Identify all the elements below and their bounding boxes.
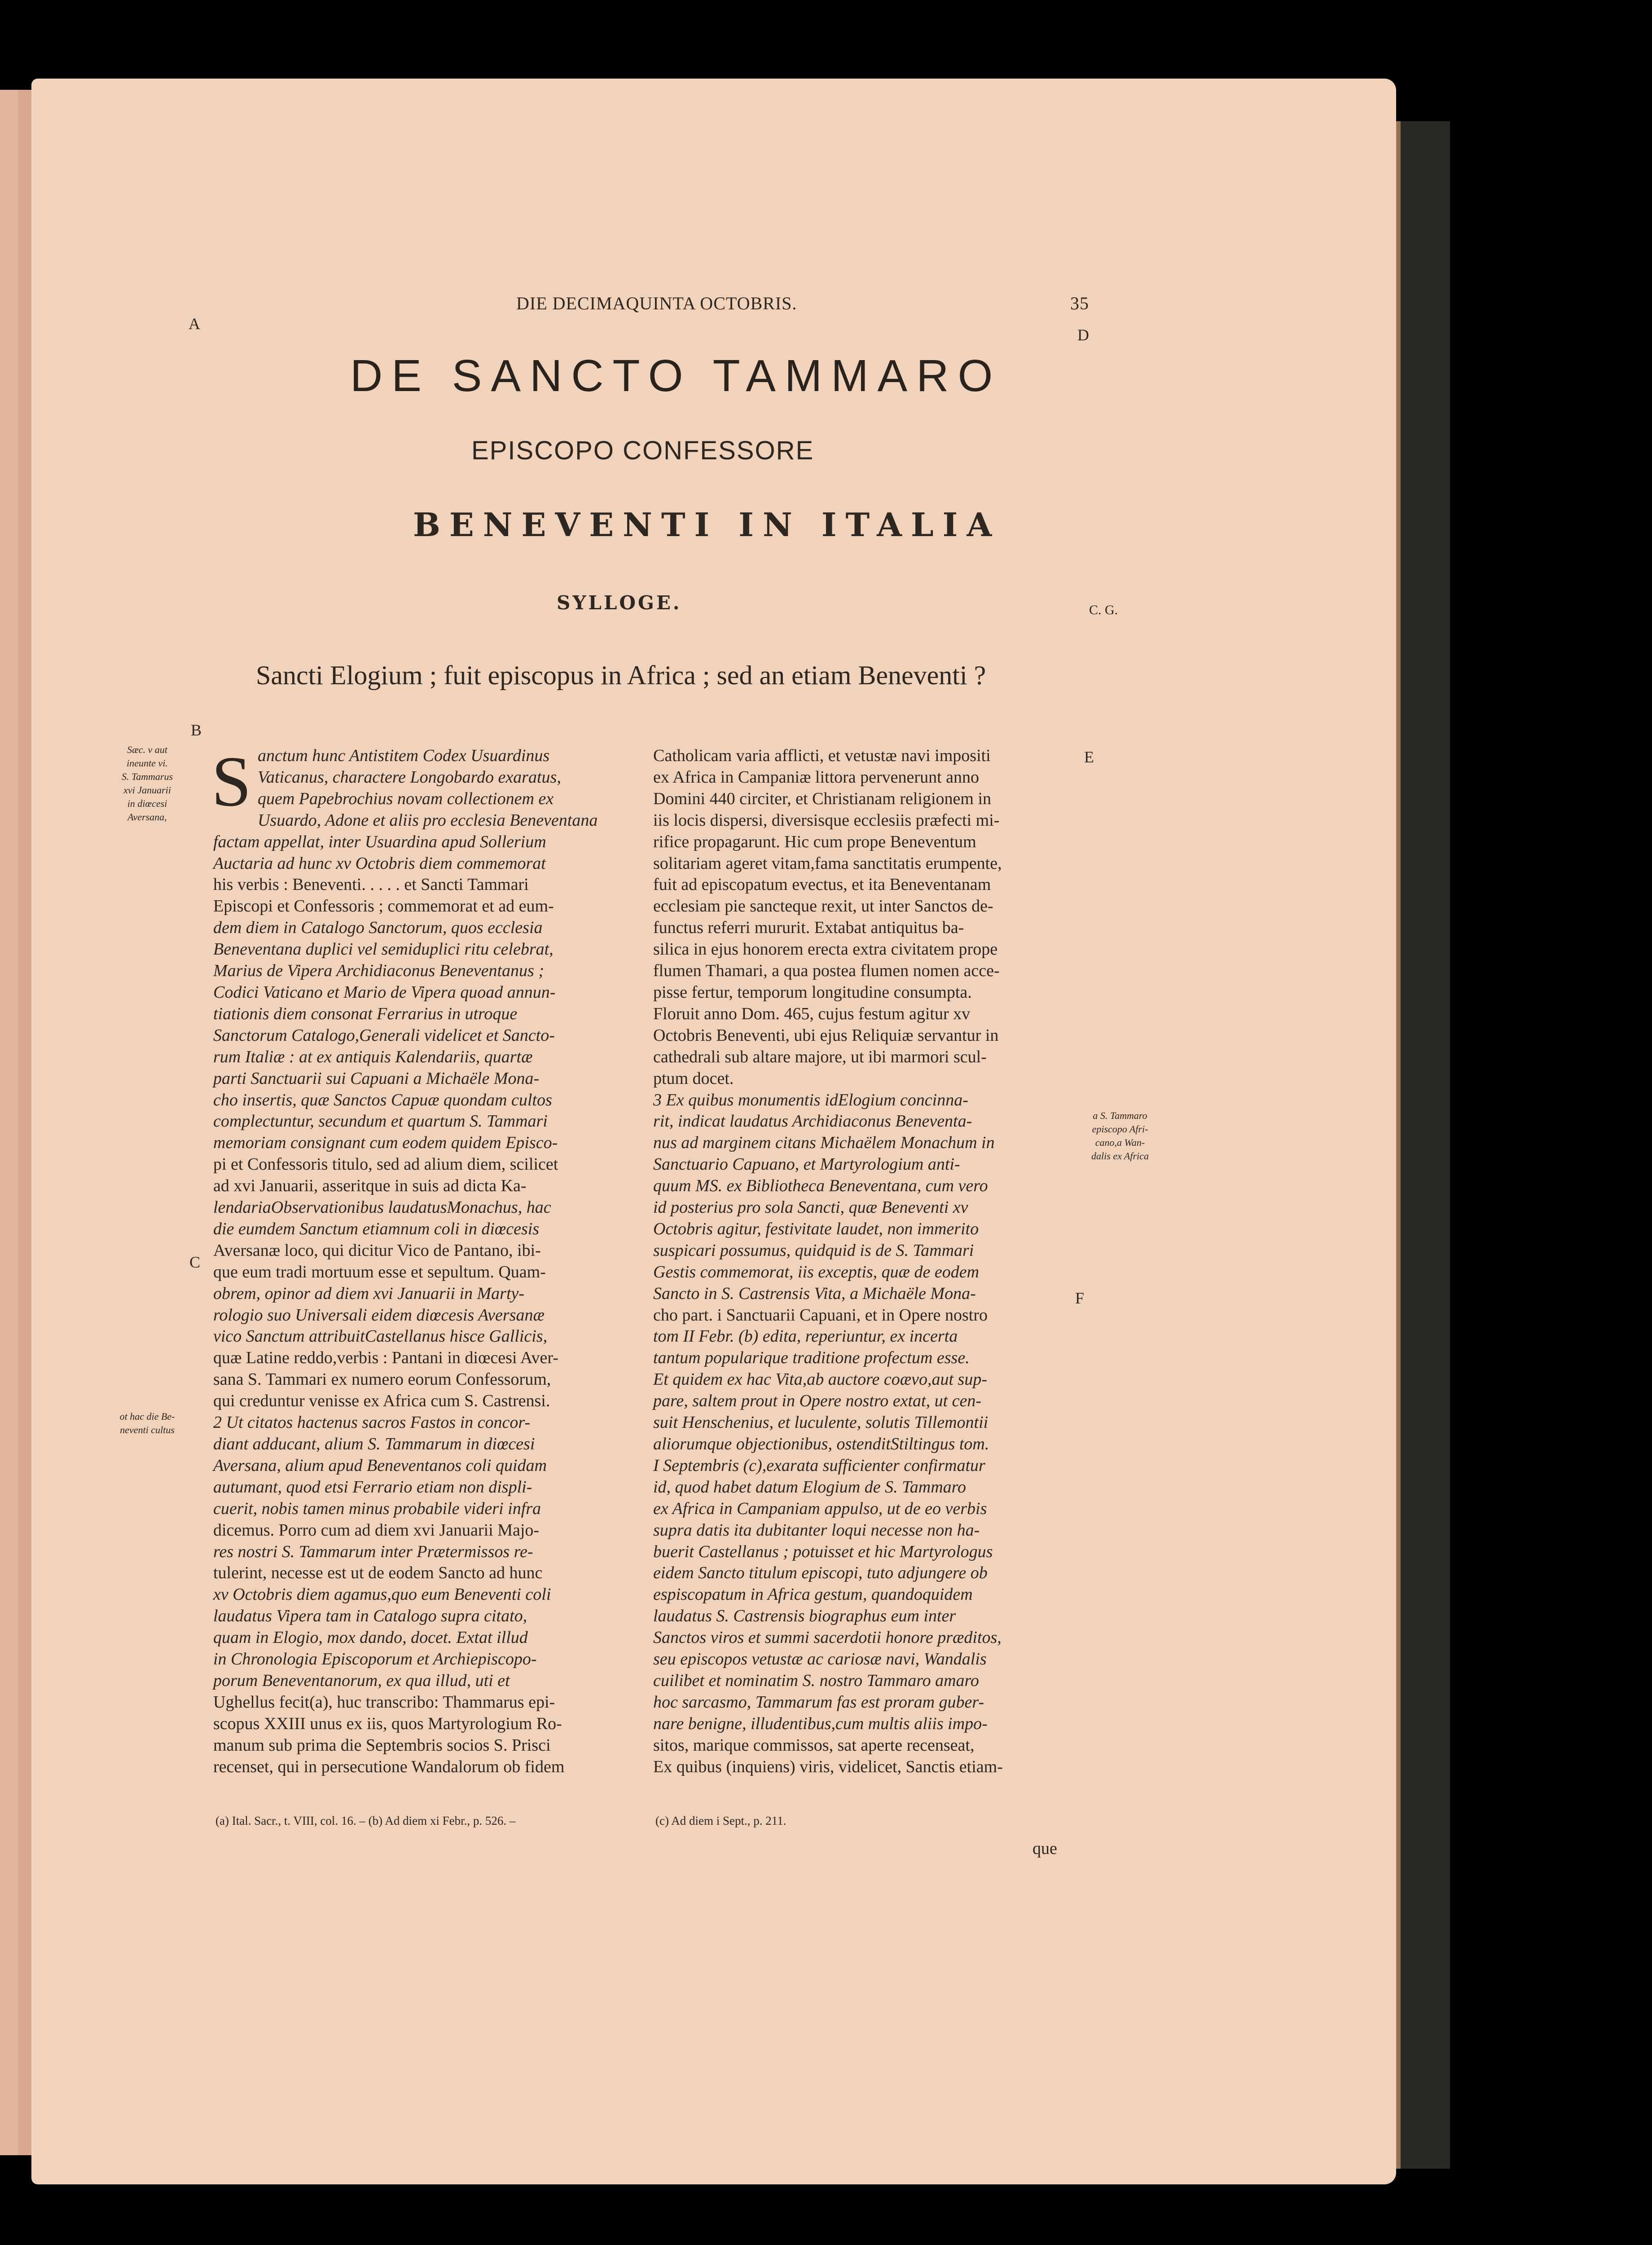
text-line: Ughellus fecit(a), huc transcribo: Thammarus epi- xyxy=(213,1692,555,1712)
running-title: DIE DECIMAQUINTA OCTOBRIS. xyxy=(516,293,797,313)
text-line: Aversana, alium apud Beneventanos coli quidam xyxy=(213,1456,547,1475)
text-line: iis locis dispersi, diversisque ecclesiis præfecti mi- xyxy=(653,810,1000,830)
text-line: Et quidem ex hac Vita,ab auctore coævo,aut sup- xyxy=(653,1370,987,1389)
text-line: cathedrali sub altare majore, ut ibi marmori scul- xyxy=(653,1047,987,1066)
text-line: scopus XXIII unus ex iis, quos Martyrologium Ro- xyxy=(213,1714,562,1733)
text-line: rit, indicat laudatus Archidiaconus Beneventa- xyxy=(653,1112,972,1131)
text-line: quam in Elogio, mox dando, docet. Extat illud xyxy=(213,1628,528,1647)
text-line: Octobris Beneventi, ubi ejus Reliquiæ servantur in xyxy=(653,1026,999,1045)
text-line: Beneventana duplici vel semiduplici ritu celebrat, xyxy=(213,940,554,959)
text-line: dicemus. Porro cum ad diem xvi Januarii Majo- xyxy=(213,1520,540,1540)
text-line: Sanctos viros et summi sacerdotii honore præditos, xyxy=(653,1628,1002,1647)
text-line: laudatus Vipera tam in Catalogo supra citato, xyxy=(213,1607,527,1626)
text-line: pisse fertur, temporum longitudine consumpta. xyxy=(653,982,972,1002)
text-line: id, quod habet datum Elogium de S. Tammaro xyxy=(653,1477,967,1497)
text-line: res nostri S. Tammarum inter Prætermissos re- xyxy=(213,1542,533,1561)
marker-a: A xyxy=(189,315,200,333)
text-line: nare benigne, illudentibus,cum multis aliis impo- xyxy=(653,1714,988,1733)
left-page-edge xyxy=(18,90,31,2155)
text-line: in Chronologia Episcoporum et Archiepiscopo- xyxy=(213,1650,537,1669)
text-line: tiationis diem consonat Ferrarius in utroque xyxy=(213,1004,518,1023)
marker-c: C xyxy=(189,1253,201,1271)
catchword: que xyxy=(1032,1839,1057,1858)
text-line: id posterius pro sola Sancti, quæ Beneventi xv xyxy=(653,1198,968,1217)
text-line: laudatus S. Castrensis biographus eum inter xyxy=(653,1607,956,1626)
text-line: Aversanæ loco, qui dicitur Vico de Pantano, ibi- xyxy=(213,1241,541,1260)
text-column-left xyxy=(211,741,637,1778)
text-line: Sancto in S. Castrensis Vita, a Michaële Mona- xyxy=(653,1284,976,1303)
text-line: sana S. Tammari ex numero eorum Confessorum, xyxy=(213,1370,551,1389)
text-line: buerit Castellanus ; potuisset et hic Martyrologus xyxy=(653,1542,993,1561)
text-line: silica in ejus honorem erecta extra civitatem prope xyxy=(653,940,998,959)
text-column-right xyxy=(653,745,1073,1778)
text-line: porum Beneventanorum, ex qua illud, uti et xyxy=(213,1671,510,1690)
text-line: diant adducant, alium S. Tammarum in diœcesi xyxy=(213,1435,535,1453)
text-line: Auctaria ad hunc xv Octobris diem commemorat xyxy=(213,854,546,873)
text-line: die eumdem Sanctum etiamnum coli in diœcesis xyxy=(213,1219,540,1238)
text-line: lendariaObservationibus laudatusMonachus, hac xyxy=(213,1198,551,1217)
text-line: Catholicam varia afflicti, et vetustæ navi impositi xyxy=(653,746,991,765)
text-line: anctum hunc Antistitem Codex Usuardinus xyxy=(257,746,550,765)
text-line: cho part. i Sanctuarii Capuani, et in Opere nostro xyxy=(653,1305,988,1325)
text-line: Codici Vaticano et Mario de Vipera quoad annun- xyxy=(213,982,556,1002)
page-number: 35 xyxy=(1070,293,1089,313)
text-line: qui creduntur venisse ex Africa cum S. Castrensi. xyxy=(213,1391,550,1411)
text-line: Usuardo, Adone et aliis pro ecclesia Beneventana xyxy=(257,810,598,830)
text-line: factam appellat, inter Usuardina apud Sollerium xyxy=(213,832,546,851)
text-line: suit Henschenius, et luculente, solutis Tillemontii xyxy=(653,1413,989,1432)
marker-e: E xyxy=(1084,748,1094,766)
subtitle-beneventi: BENEVENTI IN ITALIA xyxy=(413,506,1001,544)
marker-cg: C. G. xyxy=(1089,603,1118,617)
text-line: nus ad marginem citans Michaëlem Monachum in xyxy=(653,1133,995,1153)
text-line: Ex quibus (inquiens) viris, videlicet, Sanctis etiam- xyxy=(653,1757,1003,1776)
footnote-right: (c) Ad diem i Sept., p. 211. xyxy=(655,1814,786,1827)
text-line: memoriam consignant cum eodem quidem Episco- xyxy=(213,1133,558,1153)
text-line: obrem, opinor ad diem xvi Januarii in Marty- xyxy=(213,1284,525,1303)
text-line: rifice propagarunt. Hic cum prope Beneventum xyxy=(653,832,976,851)
text-line: eidem Sancto titulum episcopi, tuto adjungere ob xyxy=(653,1563,988,1583)
text-line: solitariam ageret vitam,fama sanctitatis erumpente, xyxy=(653,854,1002,873)
text-line: cuerit, nobis tamen minus probabile videri infra xyxy=(213,1499,541,1518)
text-line: manum sub prima die Septembris socios S. Prisci xyxy=(213,1735,551,1755)
marker-f: F xyxy=(1075,1289,1085,1307)
subtitle-episcopo: EPISCOPO CONFESSORE xyxy=(471,436,814,465)
text-line: tom II Febr. (b) edita, reperiuntur, ex incerta xyxy=(653,1327,958,1346)
text-line: quæ Latine reddo,verbis : Pantani in diœcesi Aver- xyxy=(213,1348,558,1368)
text-line: que eum tradi mortuum esse et sepultum. Quam- xyxy=(213,1262,546,1281)
text-line: flumen Thamari, a qua postea flumen nomen acce- xyxy=(653,961,1000,981)
side-note-left-2: ot hac die Be- neventi cultus xyxy=(119,1411,175,1435)
text-line: ptum docet. xyxy=(653,1069,734,1088)
text-line: rologio suo Universali eidem diœcesis Aversanæ xyxy=(213,1305,545,1325)
text-line: quum MS. ex Bibliotheca Beneventana, cum vero xyxy=(653,1176,988,1196)
footnote-left: (a) Ital. Sacr., t. VIII, col. 16. – (b) Ad diem xi Febr., p. 526. – xyxy=(215,1814,516,1827)
text-line: I Septembris (c),exarata sufficienter confirmatur xyxy=(653,1456,985,1475)
side-note-left-1: Sæc. v aut ineunte vi. S. Tammarus xvi Januarii in diœcesi Aversana, xyxy=(121,744,173,823)
text-line: cuilibet et nominatim S. nostro Tammaro amaro xyxy=(653,1671,979,1690)
text-line: parti Sanctuarii sui Capuani a Michaële Mona- xyxy=(213,1069,540,1088)
text-line: vico Sanctum attribuitCastellanus hisce Gallicis, xyxy=(213,1327,548,1346)
text-line: autumant, quod etsi Ferrario etiam non displi- xyxy=(213,1477,532,1497)
text-line: pare, saltem prout in Opere nostro extat, ut cen- xyxy=(653,1391,982,1411)
text-line: complectuntur, secundum et quartum S. Tammari xyxy=(213,1112,548,1131)
text-line: ex Africa in Campaniam appulso, ut de eo verbis xyxy=(653,1499,987,1518)
section-subtitle: Sancti Elogium ; fuit episcopus in Africa ; sed an etiam Beneventi ? xyxy=(256,660,986,690)
text-line: Vaticanus, charactere Longobardo exaratus, xyxy=(257,767,561,787)
text-line: quem Papebrochius novam collectionem ex xyxy=(257,789,554,808)
text-line: Gestis commemorat, iis exceptis, quæ de eodem xyxy=(653,1262,980,1281)
marker-b: B xyxy=(191,721,202,739)
text-line: fuit ad episcopatum evectus, et ita Beneventanam xyxy=(653,875,991,894)
text-line: tulerint, necesse est ut de eodem Sancto ad hunc xyxy=(213,1563,543,1583)
text-line: espiscopatum in Africa gestum, quandoquidem xyxy=(653,1585,973,1604)
text-line: hoc sarcasmo, Tammarum fas est proram guber- xyxy=(653,1692,984,1712)
text-line: pi et Confessoris titulo, sed ad alium diem, scilicet xyxy=(213,1155,558,1174)
subtitle-sylloge: SYLLOGE. xyxy=(557,592,682,614)
text-line: sitos, marique commissos, sat aperte recenseat, xyxy=(653,1735,975,1755)
text-line: suspicari possumus, quidquid is de S. Tammari xyxy=(653,1241,974,1260)
text-line: 3 Ex quibus monumentis idElogium concinna- xyxy=(653,1090,968,1109)
text-line: Octobris agitur, festivitate laudet, non immerito xyxy=(653,1219,979,1238)
text-line: Domini 440 circiter, et Christianam religionem in xyxy=(653,789,992,808)
text-line: supra datis ita dubitanter loqui necesse non ha- xyxy=(653,1520,980,1540)
text-line: aliorumque objectionibus, ostenditStiltingus tom. xyxy=(653,1435,989,1453)
side-note-right-1: a S. Tammaro episcopo Afri- cano,a Wan- dalis ex Africa xyxy=(1091,1110,1149,1162)
text-line: ex Africa in Campaniæ littora pervenerunt anno xyxy=(653,767,979,787)
main-title: DE SANCTO TAMMARO xyxy=(350,351,1002,401)
drop-cap: S xyxy=(211,741,251,821)
text-line: ad xvi Januarii, asseritque in suis ad dicta Ka- xyxy=(213,1176,527,1196)
text-line: recenset, qui in persecutione Wandalorum ob fidem xyxy=(213,1757,565,1776)
text-line: tantum popularique traditione profectum esse. xyxy=(653,1348,970,1368)
text-line: his verbis : Beneventi. . . . . et Sancti Tammari xyxy=(213,875,529,894)
text-line: 2 Ut citatos hactenus sacros Fastos in concor- xyxy=(213,1413,531,1432)
text-line: Floruit anno Dom. 465, cujus festum agitur xv xyxy=(653,1004,971,1023)
text-line: ecclesiam pie sancteque rexit, ut inter Sanctos de- xyxy=(653,897,993,916)
text-line: Sanctuario Capuano, et Martyrologium anti- xyxy=(653,1155,960,1174)
marker-d: D xyxy=(1077,326,1089,344)
text-line: Marius de Vipera Archidiaconus Beneventanus ; xyxy=(213,961,544,981)
text-line: xv Octobris diem agamus,quo eum Beneventi coli xyxy=(213,1585,551,1604)
text-line: Sanctorum Catalogo,Generali videlicet et Sancto- xyxy=(213,1026,555,1045)
text-line: cho insertis, quæ Sanctos Capuæ quondam cultos xyxy=(213,1090,552,1109)
text-line: seu episcopos vetustæ ac cariosæ navi, Wandalis xyxy=(653,1650,987,1669)
text-line: rum Italiæ : at ex antiquis Kalendariis, quartæ xyxy=(213,1047,533,1066)
text-line: dem diem in Catalogo Sanctorum, quos ecclesia xyxy=(213,918,543,938)
text-line: Episcopi et Confessoris ; commemorat et ad eum- xyxy=(213,897,554,916)
text-line: functus referri mururit. Extabat antiquitus ba- xyxy=(653,918,964,938)
